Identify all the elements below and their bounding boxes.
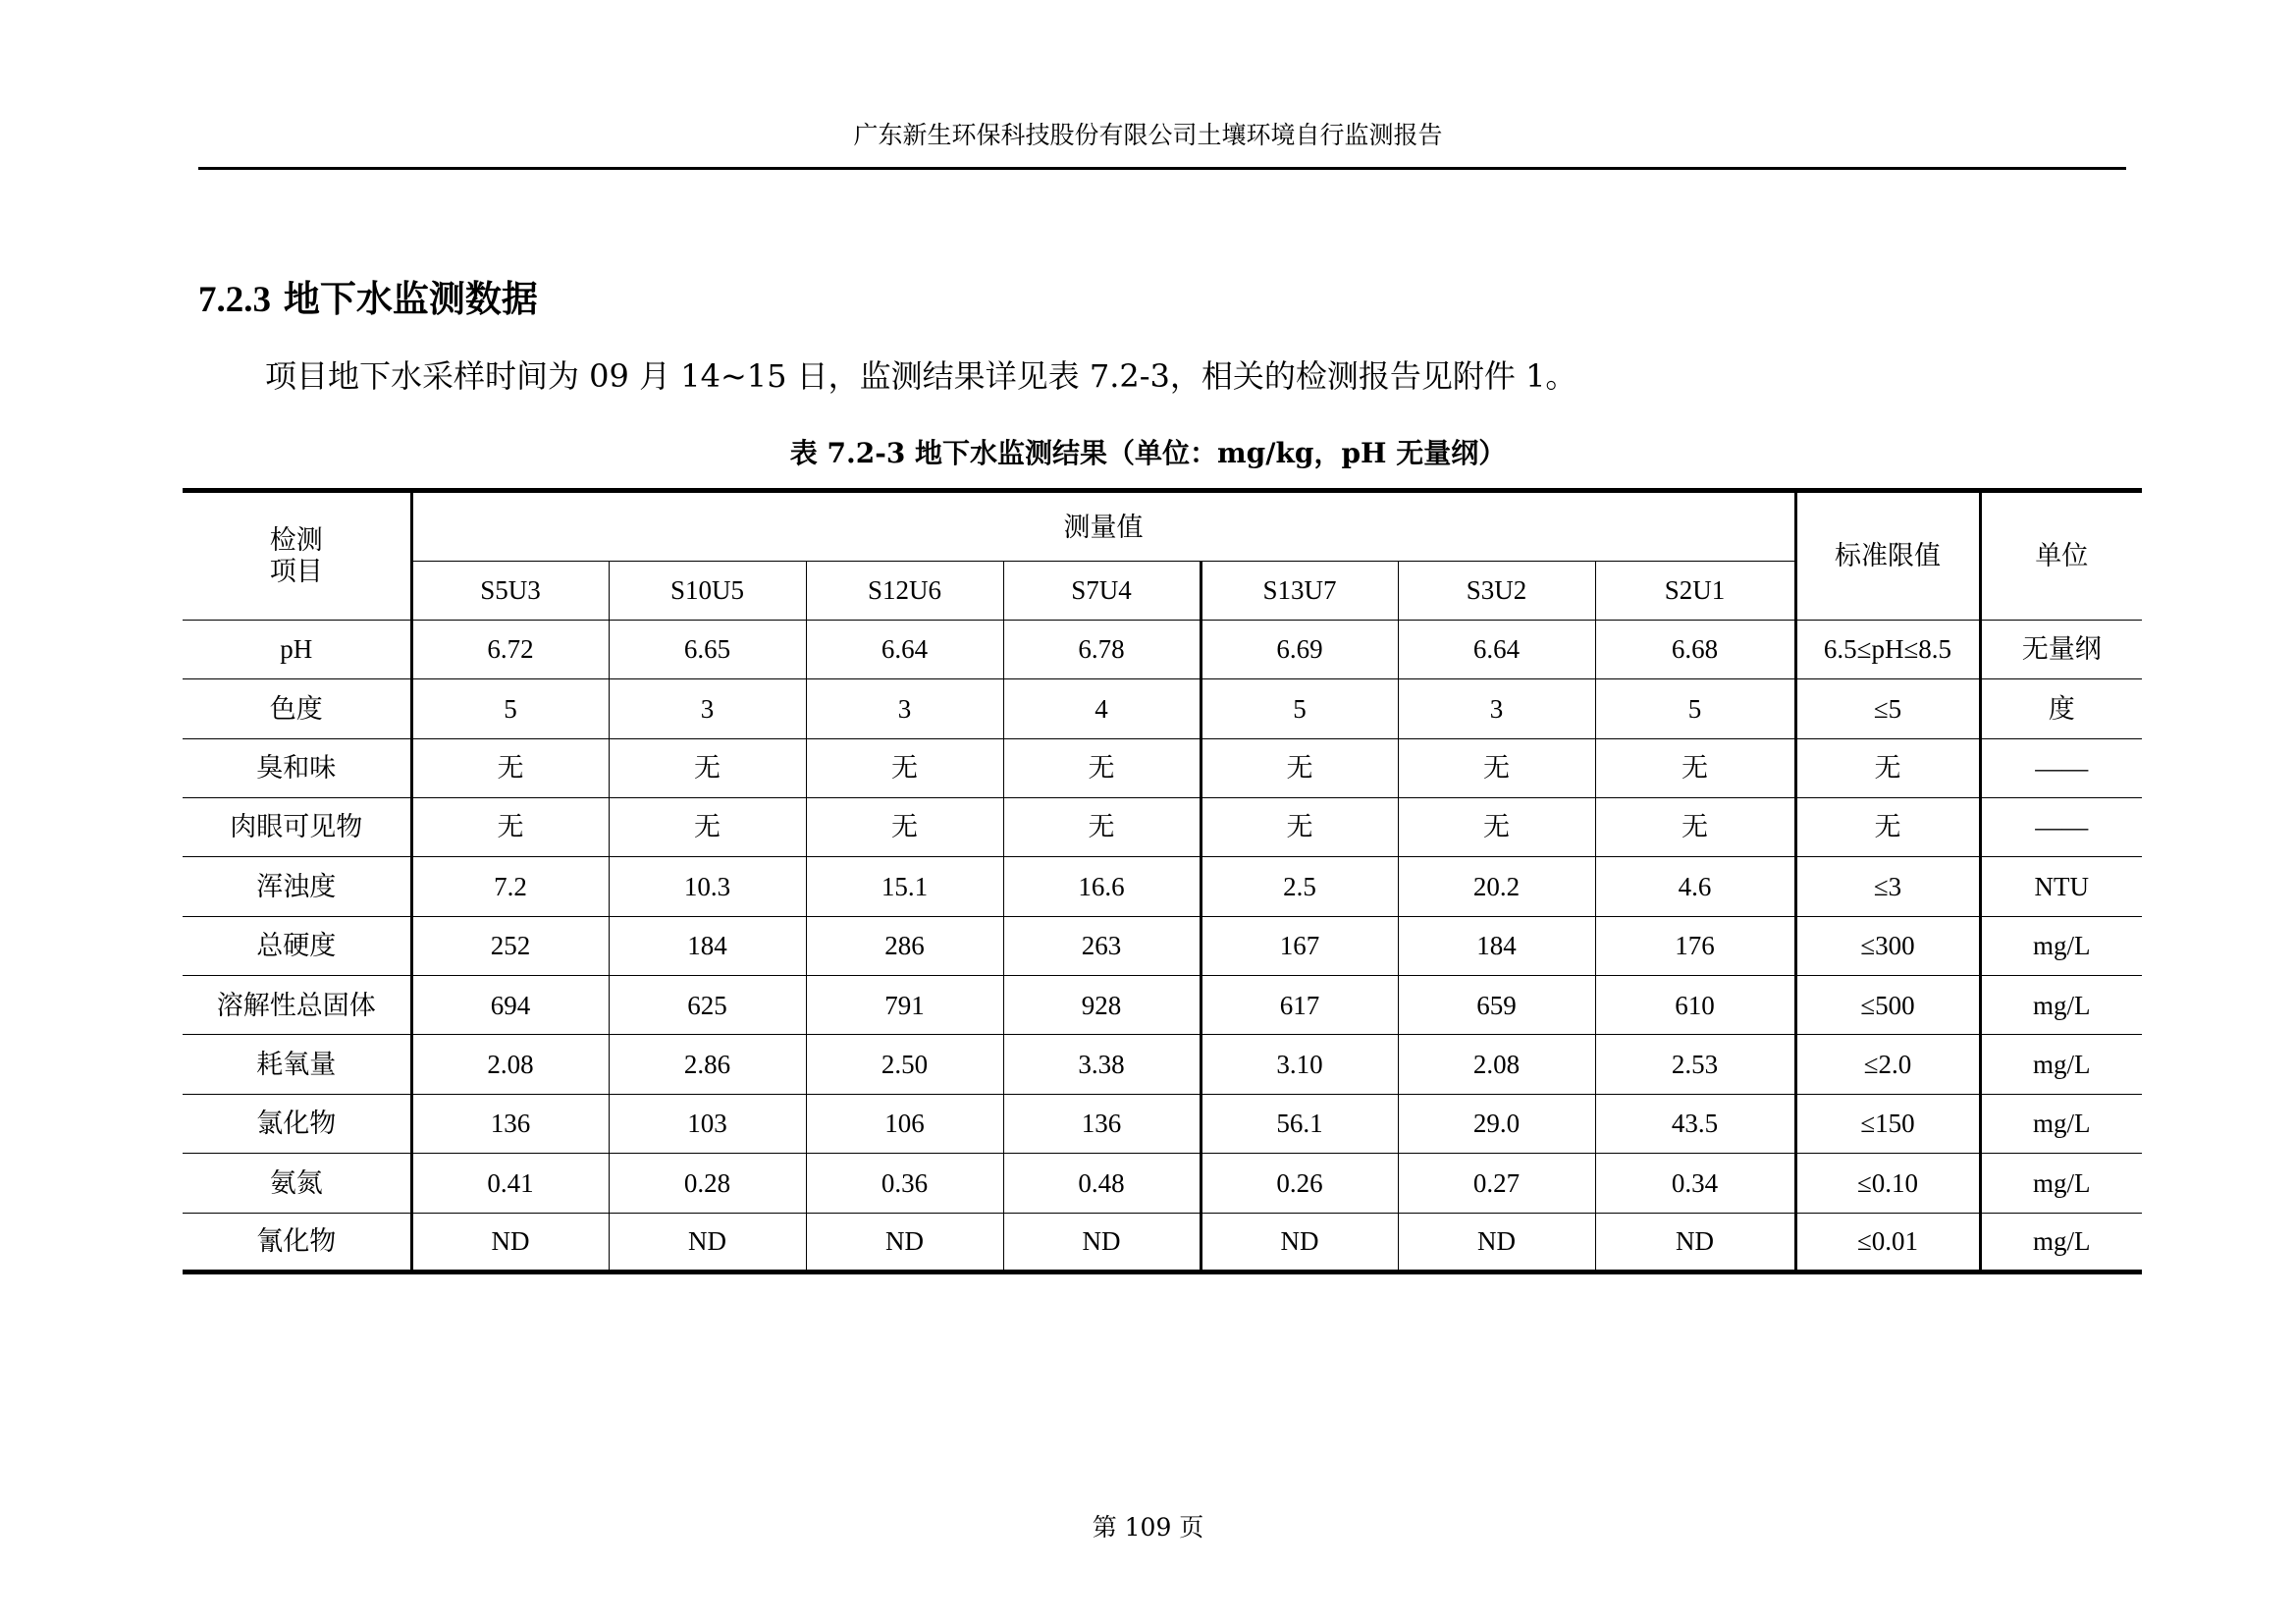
value-cell: ND: [411, 1213, 609, 1272]
item-name-cell: 臭和味: [183, 738, 411, 797]
table-row: [183, 976, 2142, 1035]
item-header-line-2: 项目: [269, 557, 323, 587]
table-row: [183, 857, 2142, 916]
value-cell: 106: [806, 1094, 1003, 1153]
sample-header-cell: S10U5: [609, 562, 806, 620]
table-row: [183, 738, 2142, 797]
section-number: 7.2.3: [198, 280, 271, 320]
value-cell: 5: [1201, 679, 1398, 738]
unit-cell: NTU: [1980, 857, 2142, 916]
limit-cell: ≤5: [1795, 679, 1980, 738]
value-cell: 6.64: [1398, 620, 1595, 678]
value-cell: 6.65: [609, 620, 806, 678]
value-cell: 无: [1003, 797, 1201, 856]
item-name-cell: 肉眼可见物: [183, 797, 411, 856]
value-cell: 659: [1398, 976, 1595, 1035]
item-name-cell: 总硬度: [183, 916, 411, 975]
value-cell: 184: [1398, 916, 1595, 975]
report-header-title: 广东新生环保科技股份有限公司土壤环境自行监测报告: [853, 121, 1443, 149]
value-cell: 无: [1201, 738, 1398, 797]
sample-header-cell: S7U4: [1003, 562, 1201, 620]
table-row: [183, 1154, 2142, 1213]
value-cell: 136: [411, 1094, 609, 1153]
value-cell: 3.38: [1003, 1035, 1201, 1094]
value-cell: 0.48: [1003, 1154, 1201, 1213]
limit-cell: 6.5≤pH≤8.5: [1795, 620, 1980, 678]
item-header-cell: [183, 491, 411, 621]
value-cell: 2.53: [1595, 1035, 1795, 1094]
value-cell: 2.5: [1201, 857, 1398, 916]
value-cell: 10.3: [609, 857, 806, 916]
item-name-cell: pH: [183, 620, 411, 678]
value-cell: 无: [1398, 797, 1595, 856]
value-cell: 928: [1003, 976, 1201, 1035]
limit-cell: ≤150: [1795, 1094, 1980, 1153]
value-cell: 5: [1595, 679, 1795, 738]
value-cell: 无: [411, 738, 609, 797]
value-cell: 无: [1595, 738, 1795, 797]
limit-cell: ≤2.0: [1795, 1035, 1980, 1094]
value-cell: 5: [411, 679, 609, 738]
value-cell: 无: [806, 797, 1003, 856]
value-cell: 6.69: [1201, 620, 1398, 678]
value-cell: 无: [609, 738, 806, 797]
value-cell: 6.68: [1595, 620, 1795, 678]
table-row: [183, 1094, 2142, 1153]
value-cell: ND: [1201, 1213, 1398, 1272]
value-cell: 625: [609, 976, 806, 1035]
value-cell: 3: [1398, 679, 1595, 738]
limit-cell: ≤3: [1795, 857, 1980, 916]
item-name-cell: 浑浊度: [183, 857, 411, 916]
limit-cell: 无: [1795, 797, 1980, 856]
value-cell: ND: [806, 1213, 1003, 1272]
value-cell: 6.78: [1003, 620, 1201, 678]
sample-header-cell: S3U2: [1398, 562, 1595, 620]
value-cell: 无: [609, 797, 806, 856]
value-cell: 20.2: [1398, 857, 1595, 916]
value-cell: 0.28: [609, 1154, 806, 1213]
value-cell: 7.2: [411, 857, 609, 916]
unit-cell: mg/L: [1980, 1094, 2142, 1153]
table-row: [183, 797, 2142, 856]
value-cell: 263: [1003, 916, 1201, 975]
value-cell: 无: [1003, 738, 1201, 797]
value-cell: 无: [411, 797, 609, 856]
value-cell: 0.36: [806, 1154, 1003, 1213]
value-cell: 2.08: [411, 1035, 609, 1094]
item-name-cell: 色度: [183, 679, 411, 738]
value-cell: 617: [1201, 976, 1398, 1035]
value-cell: 0.27: [1398, 1154, 1595, 1213]
value-cell: 184: [609, 916, 806, 975]
value-cell: 6.72: [411, 620, 609, 678]
unit-cell: mg/L: [1980, 1154, 2142, 1213]
value-cell: ND: [609, 1213, 806, 1272]
table-caption: 表 7.2-3 地下水监测结果（单位：mg/kg，pH 无量纲）: [789, 437, 1507, 469]
value-cell: 无: [1595, 797, 1795, 856]
table-row: [183, 1213, 2142, 1272]
value-cell: ND: [1398, 1213, 1595, 1272]
table-row: [183, 916, 2142, 975]
value-cell: 0.34: [1595, 1154, 1795, 1213]
item-name-cell: 溶解性总固体: [183, 976, 411, 1035]
value-cell: 43.5: [1595, 1094, 1795, 1153]
value-cell: 136: [1003, 1094, 1201, 1153]
unit-cell: mg/L: [1980, 1213, 2142, 1272]
value-cell: 0.41: [411, 1154, 609, 1213]
table-row: [183, 620, 2142, 678]
value-cell: 2.08: [1398, 1035, 1595, 1094]
page-number: 第 109 页: [1092, 1513, 1204, 1542]
limit-header-cell: 标准限值: [1795, 491, 1980, 621]
unit-cell: ——: [1980, 738, 2142, 797]
value-cell: 3: [806, 679, 1003, 738]
value-cell: 252: [411, 916, 609, 975]
value-cell: 286: [806, 916, 1003, 975]
value-cell: 无: [1201, 797, 1398, 856]
limit-cell: 无: [1795, 738, 1980, 797]
unit-cell: ——: [1980, 797, 2142, 856]
value-cell: 无: [1398, 738, 1595, 797]
item-name-cell: 氰化物: [183, 1213, 411, 1272]
limit-cell: ≤300: [1795, 916, 1980, 975]
unit-cell: 度: [1980, 679, 2142, 738]
sample-header-cell: S12U6: [806, 562, 1003, 620]
item-header-line-1: 检测: [269, 525, 323, 556]
value-cell: 0.26: [1201, 1154, 1398, 1213]
value-cell: 3.10: [1201, 1035, 1398, 1094]
value-cell: 694: [411, 976, 609, 1035]
value-cell: ND: [1003, 1213, 1201, 1272]
value-cell: 103: [609, 1094, 806, 1153]
value-cell: 167: [1201, 916, 1398, 975]
value-cell: 16.6: [1003, 857, 1201, 916]
value-cell: 4.6: [1595, 857, 1795, 916]
sample-header-cell: S2U1: [1595, 562, 1795, 620]
value-cell: 4: [1003, 679, 1201, 738]
value-cell: 176: [1595, 916, 1795, 975]
measure-header-cell: 测量值: [411, 491, 1795, 562]
value-cell: 15.1: [806, 857, 1003, 916]
unit-cell: mg/L: [1980, 916, 2142, 975]
value-cell: 610: [1595, 976, 1795, 1035]
item-name-cell: 耗氧量: [183, 1035, 411, 1094]
value-cell: 56.1: [1201, 1094, 1398, 1153]
section-heading: [198, 269, 538, 322]
table-row: [183, 679, 2142, 738]
limit-cell: ≤500: [1795, 976, 1980, 1035]
sample-header-cell: S13U7: [1201, 562, 1398, 620]
value-cell: 2.50: [806, 1035, 1003, 1094]
value-cell: ND: [1595, 1213, 1795, 1272]
section-title-text: 地下水监测数据: [283, 277, 538, 320]
value-cell: 791: [806, 976, 1003, 1035]
intro-paragraph: 项目地下水采样时间为 09 月 14~15 日，监测结果详见表 7.2-3，相关的检测报告见附件 1。: [265, 357, 1577, 395]
header-divider: [198, 167, 2126, 170]
table-row: [183, 1035, 2142, 1094]
unit-cell: mg/L: [1980, 1035, 2142, 1094]
groundwater-results-table: [183, 488, 2142, 1274]
item-name-cell: 氯化物: [183, 1094, 411, 1153]
unit-cell: mg/L: [1980, 976, 2142, 1035]
limit-cell: ≤0.10: [1795, 1154, 1980, 1213]
value-cell: 6.64: [806, 620, 1003, 678]
sample-header-cell: S5U3: [411, 562, 609, 620]
limit-cell: ≤0.01: [1795, 1213, 1980, 1272]
unit-cell: 无量纲: [1980, 620, 2142, 678]
value-cell: 29.0: [1398, 1094, 1595, 1153]
item-name-cell: 氨氮: [183, 1154, 411, 1213]
value-cell: 3: [609, 679, 806, 738]
value-cell: 2.86: [609, 1035, 806, 1094]
value-cell: 无: [806, 738, 1003, 797]
unit-header-cell: 单位: [1980, 491, 2142, 621]
